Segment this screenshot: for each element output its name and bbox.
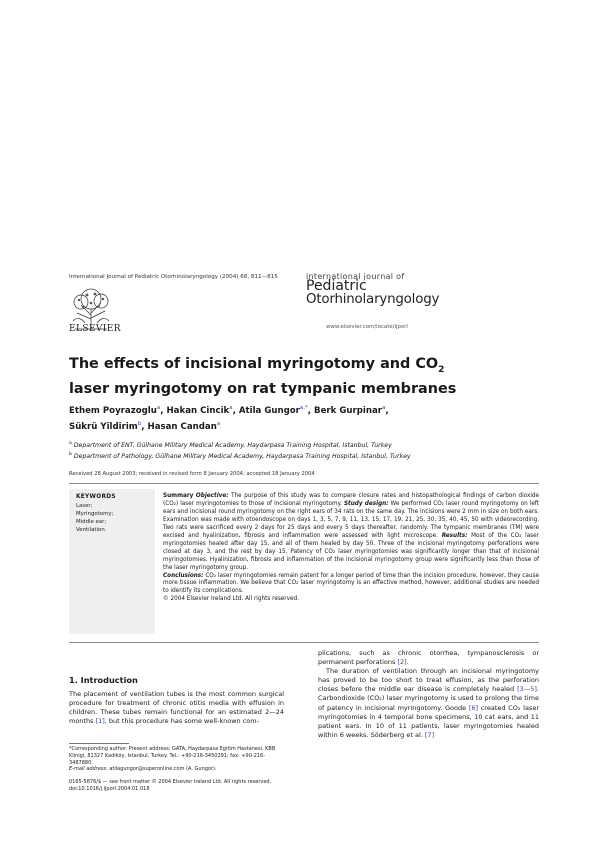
body-text: The duration of ventilation through an incisional myringotomy has proved to be too short to treat effusion, as the perforation closes before the middle ear disease is completely healed	[318, 667, 539, 694]
citation-link[interactable]: [7]	[424, 730, 435, 739]
keyword-item: Middle ear;	[76, 519, 107, 525]
citation-link[interactable]: [2]	[397, 658, 407, 667]
body-column-right	[318, 649, 539, 740]
issn-line: 0165-5876/$ — see front matter © 2004 Elsevier Ireland Ltd. All rights reserved.	[69, 779, 272, 785]
author[interactable]: Sükrü Yildirim	[69, 421, 138, 432]
abstract	[163, 493, 539, 604]
results-text: Most of the CO₂ laser myringotomies healed after day 15, and all of them healed by day 50. Three of the incisional myringotomy perforations were closed at day 3, and the rest by day 15. Patency of CO₂ laser myringotomies was significantly longer than that of incisional myringotomies. Hyalinization, fibrosis and inflammation of the incisional myringotomy group were significantly less than those of the laser myringotomy group.	[163, 532, 539, 571]
keywords-heading: KEYWORDS	[76, 494, 116, 500]
keyword-item: Laser;	[76, 503, 93, 509]
journal-url[interactable]: www.elsevier.com/locate/ijporl	[326, 324, 408, 330]
affiliations	[69, 440, 539, 461]
body-text: plications, such as chronic otorrhea, tympanosclerosis or permanent perforations	[318, 649, 539, 667]
title-line-2: laser myringotomy on rat tympanic membranes	[69, 380, 457, 397]
body-text: .	[406, 658, 409, 667]
conclusions-label: Conclusions:	[163, 572, 204, 579]
author[interactable]: Hakan Cincik	[166, 405, 230, 416]
journal-citation: International Journal of Pediatric Otorhinolaryngology (2004) 68, 811—815	[69, 274, 278, 280]
affiliation-item	[69, 440, 539, 451]
corresponding-author-note: *Corresponding author. Present address: GATA, Haydarpasa Egitim Hastanesi, KBB Klinigi, 81327 Kadiköy, Istanbul, Turkey. Tel.: +90-216-3450291; fax: +90-216-3487880.	[69, 746, 276, 766]
author-list: Ethem Poyrazoglu$^a$, Hakan Cincik$^a$, Atila Gungor$^{a,*}$, Berk Gurpinar$^a$, Sükrü Yildirim$^b$, Hasan Candan$^a$	[69, 405, 389, 432]
body-text: The placement of ventilation tubes is the most common surgical procedure for treatment of chronic otitis media with effusion in children. These tubes remain functional for an estimated 2—24 months	[69, 690, 284, 726]
citation-link[interactable]: [6]	[468, 703, 479, 712]
bottom-metadata	[69, 779, 271, 793]
footnote-rule	[69, 743, 129, 744]
author-affil-mark: a	[216, 420, 221, 427]
affiliation-mark: b	[69, 451, 72, 457]
section-heading: 1. Introduction	[69, 675, 138, 685]
keyword-item: Ventilation	[76, 527, 105, 533]
affiliation-text: Department of Pathology, Gülhane Military Medical Academy, Haydarpasa Training Hospital, Istanbul, Turkey	[73, 452, 411, 460]
author[interactable]: Ethem Poyrazoglu	[69, 405, 157, 416]
author[interactable]: Hasan Candan	[147, 421, 217, 432]
author[interactable]: Berk Gurpinar	[314, 405, 383, 416]
article-title	[69, 355, 539, 399]
affiliation-text: Department of ENT, Gülhane Military Medical Academy, Haydarpasa Training Hospital, Istanbul, Turkey	[73, 442, 392, 450]
doi-line[interactable]: doi:10.1016/j.ijporl.2004.01.018	[69, 785, 150, 792]
email-label: E-mail address:	[69, 766, 108, 773]
title-subscript: 2	[438, 364, 445, 375]
body-text: . Carbondioxide (CO₂) laser myringotomy is used to prolong the time of patency in incisional myringotomy. Goode	[318, 685, 539, 712]
affiliation-item	[69, 451, 539, 462]
email-link[interactable]: atilagungor@superonline.com (A. Gungor).	[109, 766, 217, 773]
author[interactable]: Atila Gungor	[238, 405, 300, 416]
keyword-item: Myringotomy;	[76, 511, 114, 517]
author-affil-mark: a	[229, 405, 233, 411]
author-affil-mark: b	[137, 420, 142, 427]
affiliation-mark: a	[69, 441, 72, 446]
body-text: , but this procedure has some well-known com-	[104, 717, 259, 726]
summary-label: Summary	[163, 493, 194, 499]
results-label: Results:	[441, 532, 468, 539]
objective-text: The purpose of this study was to compare closure rates and histopathological findings of carbon dioxide (CO₂) laser myringotomies to those of incisional myringotomy.	[163, 493, 540, 507]
author-affil-mark: a,*	[299, 405, 308, 411]
author-affil-mark: a	[156, 405, 161, 411]
divider-top	[69, 483, 539, 484]
citation-link[interactable]: [3—5]	[517, 685, 537, 694]
journal-name-top: international journal of	[306, 272, 405, 281]
conclusions-text: CO₂ laser myringotomies remain patent for a longer period of time than the incision procedure, however, they cause more tissue inflammation. We believe that CO₂ laser myringotomy is an effective method, however, additional studies are needed to identify its complications.	[163, 572, 539, 595]
design-label: Study design:	[343, 500, 389, 507]
design-text: We performed CO₂ laser round myringotomy on left ears and incisional round myringotomy on the right ears of 34 rats on the same day. The incisions were 2 mm in size on both ears. Examination was made with otoendoscope on days 1, 3, 5, 7, 9, 11, 13, 15, 17, 19, 21, 25, 30, 35, 40, 45, 50 with videorecording. Two rats were sacrificed every 2 days for 25 days and every 5 days thereafter, randomly. The tympanic membranes (TM) were excised and hyalinization, fibrosis and inflammation were assessed with light microscope.	[163, 500, 540, 539]
title-line-1: The effects of incisional myringotomy and CO	[69, 356, 439, 372]
body-text: created CO₂ laser myringotomies in 4 temporal bone specimens, 10 cat ears, and 11 patient ears. In 10 of 11 patients, laser myringotomies healed within 6 weeks. Söderberg et al.	[318, 703, 539, 739]
copyright: © 2004 Elsevier Ireland Ltd. All rights reserved.	[163, 596, 299, 603]
citation-link[interactable]: [1]	[95, 717, 105, 726]
objective-label: Objective:	[195, 493, 229, 499]
author-affil-mark: a	[382, 405, 386, 411]
journal-name-sub: Otorhinolaryngology	[306, 292, 440, 307]
footnote	[69, 746, 284, 773]
received-dates: Received 28 August 2003; received in revised form 8 January 2004; accepted 18 January 2004	[69, 471, 315, 477]
divider-bottom	[69, 642, 539, 643]
body-column-left	[69, 690, 284, 726]
publisher-name: ELSEVIER	[69, 324, 121, 334]
journal-name-main: Pediatric	[306, 278, 367, 294]
